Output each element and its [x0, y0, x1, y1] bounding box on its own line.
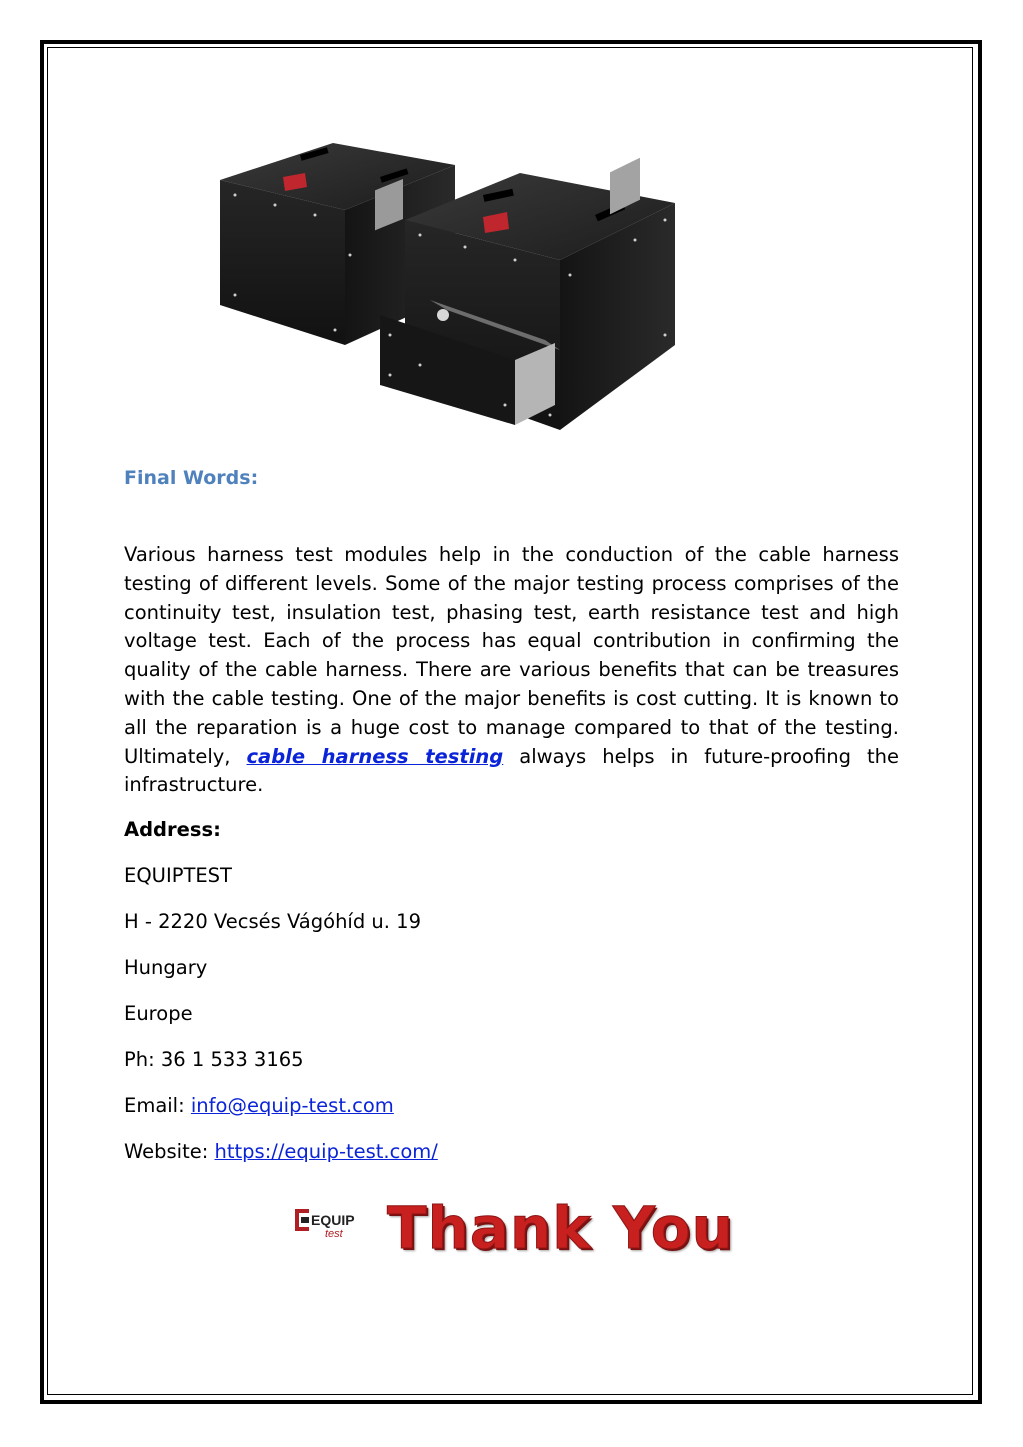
address-label: Address:	[124, 818, 221, 841]
thank-you-footer	[292, 1195, 762, 1265]
paragraph-text-1: Various harness test modules help in the conduction of the cable harness testing of different levels. Some of the major testing process comprises of the continuity test, insulation test, phasing test, earth resistance test and high voltage test. Each of the process has equal contribution in confirming the quality of the cable harness. There are various benefits that can be treasures with the cable testing. One of the major benefits is cost cutting. It is known to all the reparation is a huge cost to manage compared to that of the testing. Ultimately,	[124, 543, 899, 768]
svg-text:test: test	[325, 1228, 343, 1239]
company-name: EQUIPTEST	[124, 864, 232, 887]
equip-test-logo	[295, 1207, 357, 1239]
street-address: H - 2220 Vecsés Vágóhíd u. 19	[124, 910, 421, 933]
email-line	[124, 1094, 394, 1117]
country: Hungary	[124, 956, 208, 979]
paragraph-text-2: always helps in future-proofing the infrastructure.	[124, 744, 899, 797]
svg-text:EQUIP: EQUIP	[311, 1212, 355, 1228]
section-heading: Final Words:	[124, 467, 259, 489]
email-label: Email:	[124, 1094, 191, 1117]
website-link[interactable]: https://equip-test.com/	[214, 1140, 438, 1163]
body-paragraph	[124, 541, 899, 800]
thank-you-text: Thank You	[387, 1194, 734, 1262]
email-link[interactable]: info@equip-test.com	[190, 1094, 394, 1117]
phone-number: Ph: 36 1 533 3165	[124, 1048, 304, 1071]
website-label: Website:	[124, 1140, 215, 1163]
product-image	[215, 135, 685, 435]
website-line	[124, 1140, 438, 1163]
region: Europe	[124, 1002, 193, 1025]
cable-harness-testing-link[interactable]: cable harness testing	[246, 744, 504, 768]
